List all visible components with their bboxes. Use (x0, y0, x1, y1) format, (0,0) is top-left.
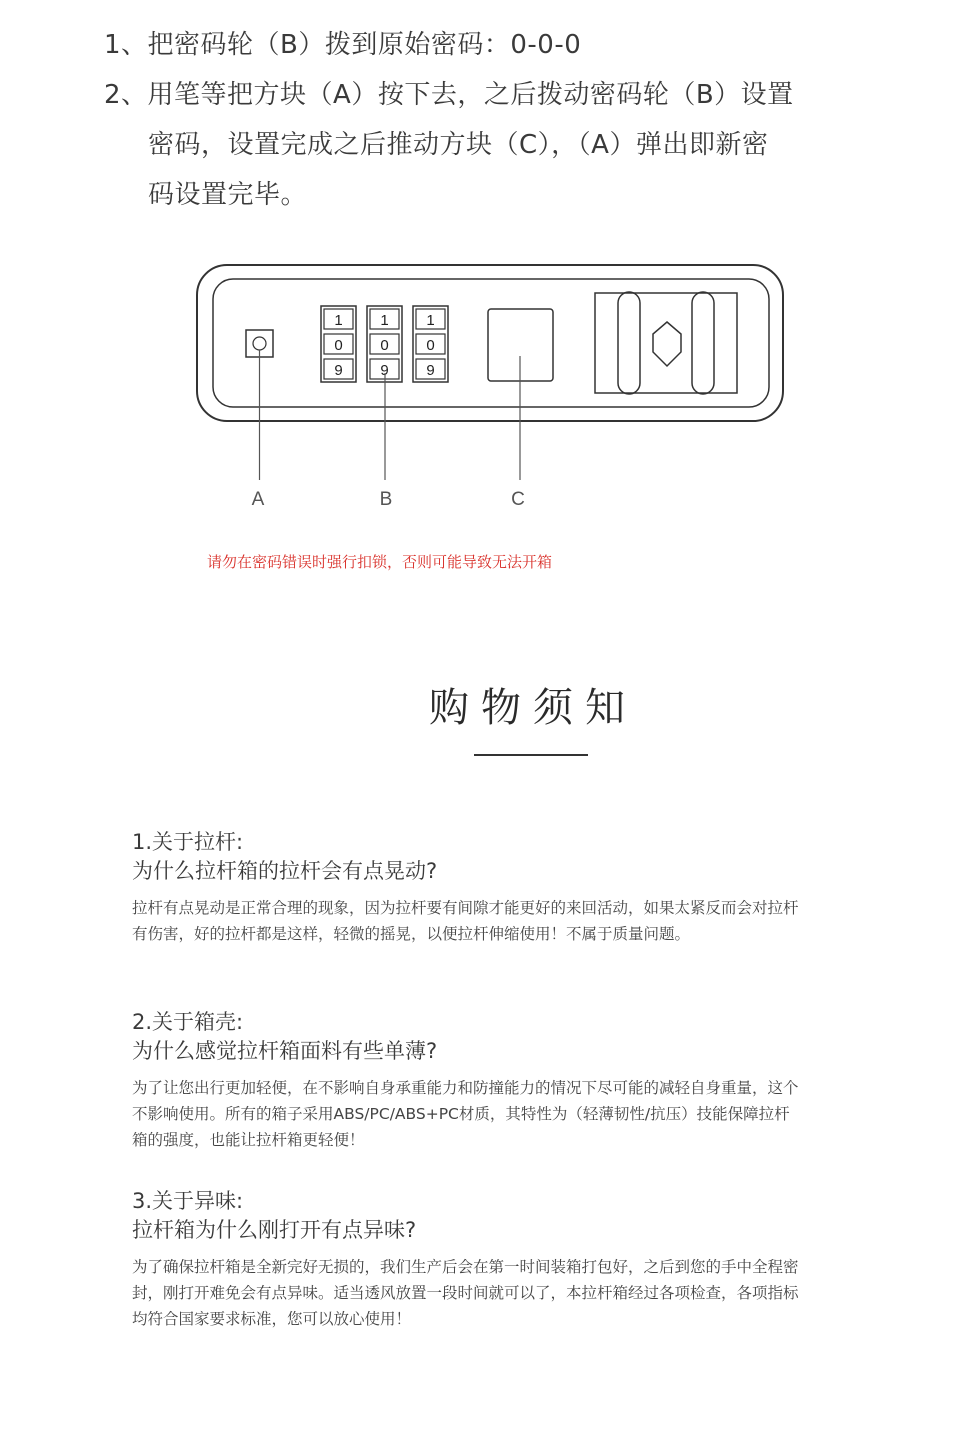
label-c: C (511, 489, 525, 510)
latch-left-bar (618, 292, 640, 394)
faq-3-heading: 3.关于异味: (132, 1189, 244, 1213)
faq-1-question: 为什么拉杆箱的拉杆会有点晃动? (132, 859, 438, 883)
step-2-line-2: 密码，设置完成之后推动方块（C），（A）弹出即新密 (148, 130, 769, 160)
faq-2-heading: 2.关于箱壳: (132, 1010, 244, 1034)
faq-3-answer: 为了确保拉杆箱是全新完好无损的，我们生产后会在第一时间装箱打包好，之后到您的手中全程密封，刚打开难免会有点异味。适当透风放置一段时间就可以了，本拉杆箱经过各项检查，各项指标均符合国家要求标准，您可以放心使用！ (132, 1258, 799, 1328)
wheel-2-digit-top: 1 (380, 312, 389, 329)
latch-right-bar (692, 292, 714, 394)
warning-text: 请勿在密码错误时强行扣锁，否则可能导致无法开箱 (207, 553, 553, 571)
wheel-1-digit-top: 1 (334, 312, 343, 329)
title-underline (474, 754, 588, 756)
faq-item-2 (132, 1008, 802, 1153)
wheel-2-digit-mid: 0 (380, 337, 389, 354)
faq-item-1 (132, 828, 802, 947)
faq-2-question: 为什么感觉拉杆箱面料有些单薄? (132, 1039, 438, 1063)
combination-wheels (321, 306, 448, 382)
lock-outer-body (197, 265, 783, 421)
wheel-1-digit-mid: 0 (334, 337, 343, 354)
wheel-1 (321, 306, 356, 382)
faq-item-3 (132, 1187, 802, 1332)
wheel-3-digit-bottom: 9 (426, 362, 435, 379)
faq-2-answer: 为了让您出行更加轻便，在不影响自身承重能力和防撞能力的情况下尽可能的减轻自身重量，这个不影响使用。所有的箱子采用ABS/PC/ABS+PC材质，其特性为（轻薄韧性/抗压）技能保障拉杆箱的强度，也能让拉杆箱更轻便！ (132, 1079, 799, 1149)
faq-1-answer: 拉杆有点晃动是正常合理的现象，因为拉杆要有间隙才能更好的来回活动，如果太紧反而会对拉杆有伤害，好的拉杆都是这样，轻微的摇晃，以便拉杆伸缩使用！不属于质量问题。 (132, 899, 799, 943)
lock-diagram (0, 0, 976, 540)
latch-area (595, 292, 737, 394)
label-b: B (379, 489, 393, 510)
wheel-3 (413, 306, 448, 382)
label-a: A (251, 489, 265, 510)
wheel-1-digit-bottom: 9 (334, 362, 343, 379)
faq-1-heading: 1.关于拉杆: (132, 830, 244, 854)
wheel-3-digit-top: 1 (426, 312, 435, 329)
faq-3-question: 拉杆箱为什么刚打开有点异味? (132, 1218, 417, 1242)
wheel-3-digit-mid: 0 (426, 337, 435, 354)
reset-button-a-circle (253, 337, 266, 350)
step-2-line-1: 2、用笔等把方块（A）按下去，之后拨动密码轮（B）设置 (104, 80, 794, 110)
section-title: 购物须知 (429, 685, 637, 731)
lock-inner-frame (213, 279, 769, 407)
latch-hexagon-icon (653, 322, 681, 366)
step-1-text: 1、把密码轮（B）拨到原始密码：0-0-0 (104, 30, 582, 60)
wheel-2-digit-bottom: 9 (380, 362, 389, 379)
step-2-line-3: 码设置完毕。 (148, 180, 308, 210)
wheel-2 (367, 306, 402, 382)
